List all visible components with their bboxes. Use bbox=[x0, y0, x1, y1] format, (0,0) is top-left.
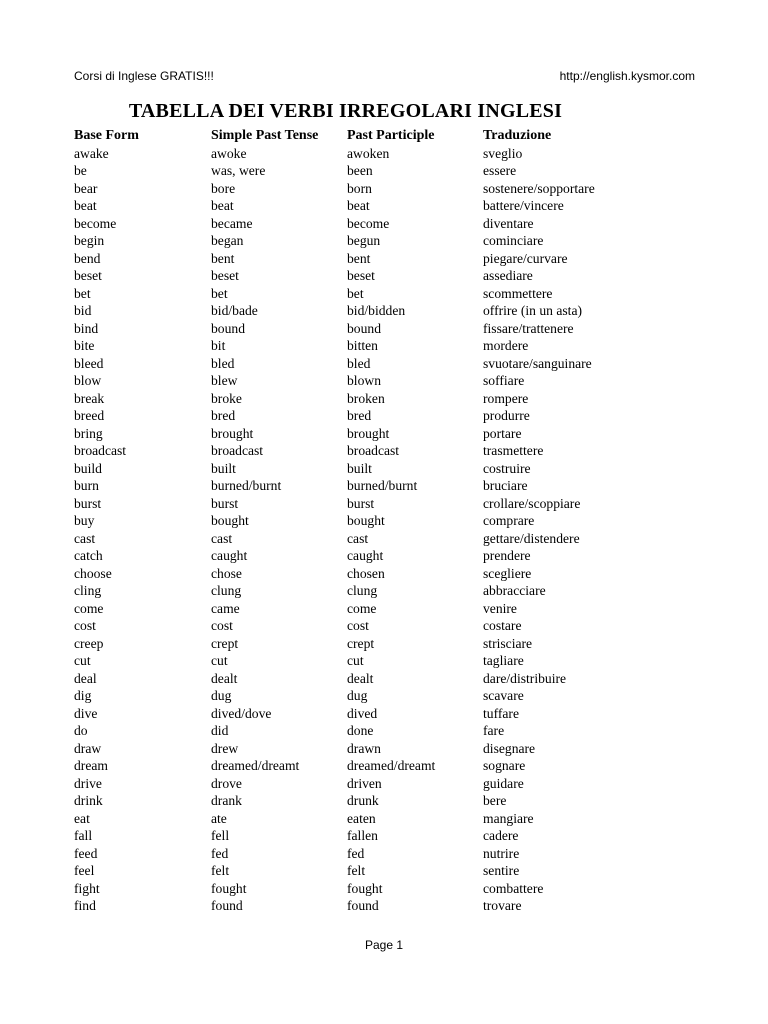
past-participle-cell: born bbox=[347, 180, 372, 196]
base-form-cell: burn bbox=[74, 478, 99, 493]
traduzione-cell: sveglio bbox=[483, 145, 523, 161]
past-participle-cell: bred bbox=[347, 408, 372, 423]
traduzione-cell: scegliere bbox=[483, 565, 532, 581]
simple-past-cell: broadcast bbox=[211, 443, 264, 458]
table-row bbox=[74, 460, 643, 478]
traduzione-cell: combattere bbox=[483, 880, 544, 896]
base-form-cell: dig bbox=[74, 688, 92, 703]
column-header-traduzione: Traduzione bbox=[483, 128, 552, 143]
past-participle-cell: fallen bbox=[347, 828, 378, 843]
column-header-simple-past: Simple Past Tense bbox=[211, 128, 319, 143]
base-form-cell: come bbox=[74, 600, 104, 616]
table-row bbox=[74, 670, 643, 688]
past-participle-cell: bought bbox=[347, 513, 385, 528]
traduzione-cell: cadere bbox=[483, 828, 519, 843]
past-participle-cell: cast bbox=[347, 530, 369, 546]
base-form-cell: bite bbox=[74, 338, 95, 353]
base-form-cell: catch bbox=[74, 548, 103, 563]
table-row bbox=[74, 337, 643, 355]
simple-past-cell: came bbox=[211, 600, 240, 616]
table-row bbox=[74, 372, 643, 390]
base-form-cell: bring bbox=[74, 425, 103, 441]
traduzione-cell: offrire (in un asta) bbox=[483, 303, 583, 318]
simple-past-cell: bet bbox=[211, 285, 228, 301]
base-form-cell: cost bbox=[74, 618, 96, 633]
past-participle-cell: crept bbox=[347, 635, 375, 651]
simple-past-cell: cast bbox=[211, 530, 233, 546]
base-form-cell: fall bbox=[74, 828, 93, 843]
verb-table bbox=[74, 127, 643, 915]
base-form-cell: build bbox=[74, 460, 102, 476]
past-participle-cell: clung bbox=[347, 583, 378, 598]
table-row bbox=[74, 880, 643, 898]
base-form-cell: blow bbox=[74, 373, 102, 388]
table-row bbox=[74, 180, 643, 198]
traduzione-cell: trovare bbox=[483, 898, 522, 913]
past-participle-cell: broken bbox=[347, 390, 385, 406]
past-participle-cell: beset bbox=[347, 268, 375, 283]
simple-past-cell: built bbox=[211, 460, 236, 476]
simple-past-cell: dug bbox=[211, 688, 232, 703]
traduzione-cell: bruciare bbox=[483, 478, 528, 493]
base-form-cell: fight bbox=[74, 880, 100, 896]
past-participle-cell: brought bbox=[347, 425, 390, 441]
traduzione-cell: scommettere bbox=[483, 285, 553, 301]
table-row bbox=[74, 477, 643, 495]
traduzione-cell: prendere bbox=[483, 548, 531, 563]
table-row bbox=[74, 530, 643, 548]
header-left-text: Corsi di Inglese GRATIS!!! bbox=[74, 69, 214, 83]
traduzione-cell: bere bbox=[483, 793, 507, 808]
simple-past-cell: fed bbox=[211, 845, 229, 861]
base-form-cell: bleed bbox=[74, 355, 104, 371]
past-participle-cell: built bbox=[347, 460, 372, 476]
base-form-cell: breed bbox=[74, 408, 105, 423]
past-participle-cell: cost bbox=[347, 618, 369, 633]
past-participle-cell: burned/burnt bbox=[347, 478, 418, 493]
base-form-cell: bind bbox=[74, 320, 99, 336]
past-participle-cell: come bbox=[347, 600, 377, 616]
table-row bbox=[74, 215, 643, 233]
traduzione-cell: assediare bbox=[483, 268, 533, 283]
simple-past-cell: felt bbox=[211, 863, 230, 878]
table-row bbox=[74, 810, 643, 828]
traduzione-cell: tagliare bbox=[483, 653, 524, 668]
past-participle-cell: bid/bidden bbox=[347, 303, 406, 318]
verb-table-body bbox=[74, 145, 643, 915]
past-participle-cell: bitten bbox=[347, 338, 378, 353]
base-form-cell: be bbox=[74, 163, 87, 178]
table-row bbox=[74, 145, 643, 163]
simple-past-cell: bent bbox=[211, 250, 235, 266]
base-form-cell: bid bbox=[74, 303, 92, 318]
simple-past-cell: drank bbox=[211, 793, 242, 808]
table-row bbox=[74, 512, 643, 530]
simple-past-cell: clung bbox=[211, 583, 242, 598]
traduzione-cell: costruire bbox=[483, 460, 531, 476]
table-row bbox=[74, 775, 643, 793]
past-participle-cell: drunk bbox=[347, 793, 379, 808]
table-row bbox=[74, 547, 643, 565]
table-row bbox=[74, 197, 643, 215]
table-row bbox=[74, 565, 643, 583]
past-participle-cell: beat bbox=[347, 198, 370, 213]
table-row bbox=[74, 302, 643, 320]
past-participle-cell: blown bbox=[347, 373, 381, 388]
simple-past-cell: bit bbox=[211, 338, 226, 353]
simple-past-cell: found bbox=[211, 898, 243, 913]
table-row bbox=[74, 635, 643, 653]
base-form-cell: bend bbox=[74, 250, 101, 266]
traduzione-cell: costare bbox=[483, 618, 522, 633]
base-form-cell: cut bbox=[74, 653, 91, 668]
table-row bbox=[74, 845, 643, 863]
table-row bbox=[74, 407, 643, 425]
traduzione-cell: nutrire bbox=[483, 845, 520, 861]
table-row bbox=[74, 582, 643, 600]
base-form-cell: buy bbox=[74, 513, 95, 528]
simple-past-cell: crept bbox=[211, 635, 239, 651]
simple-past-cell: beat bbox=[211, 198, 234, 213]
simple-past-cell: began bbox=[211, 233, 244, 248]
past-participle-cell: dealt bbox=[347, 670, 374, 686]
base-form-cell: cast bbox=[74, 530, 96, 546]
simple-past-cell: burned/burnt bbox=[211, 478, 282, 493]
simple-past-cell: beset bbox=[211, 268, 239, 283]
base-form-cell: deal bbox=[74, 670, 97, 686]
column-header-past-participle: Past Participle bbox=[347, 128, 435, 143]
table-row bbox=[74, 162, 643, 180]
past-participle-cell: dreamed/dreamt bbox=[347, 758, 436, 773]
past-participle-cell: eaten bbox=[347, 810, 376, 826]
simple-past-cell: brought bbox=[211, 425, 254, 441]
page-title: TABELLA DEI VERBI IRREGOLARI INGLESI bbox=[128, 100, 563, 122]
table-row bbox=[74, 442, 643, 460]
table-row bbox=[74, 320, 643, 338]
simple-past-cell: broke bbox=[211, 390, 242, 406]
past-participle-cell: found bbox=[347, 898, 379, 913]
simple-past-cell: fell bbox=[211, 828, 230, 843]
table-row bbox=[74, 652, 643, 670]
traduzione-cell: dare/distribuire bbox=[483, 670, 567, 686]
traduzione-cell: trasmettere bbox=[483, 443, 544, 458]
traduzione-cell: sognare bbox=[483, 758, 526, 773]
traduzione-cell: strisciare bbox=[483, 635, 533, 651]
past-participle-cell: dived bbox=[347, 705, 378, 721]
simple-past-cell: bid/bade bbox=[211, 303, 258, 318]
simple-past-cell: chose bbox=[211, 565, 242, 581]
traduzione-cell: scavare bbox=[483, 688, 524, 703]
traduzione-cell: fare bbox=[483, 723, 505, 738]
traduzione-cell: battere/vincere bbox=[483, 198, 564, 213]
past-participle-cell: chosen bbox=[347, 565, 385, 581]
past-participle-cell: bound bbox=[347, 320, 381, 336]
base-form-cell: find bbox=[74, 898, 96, 913]
base-form-cell: draw bbox=[74, 740, 102, 756]
simple-past-cell: dreamed/dreamt bbox=[211, 758, 300, 773]
base-form-cell: bet bbox=[74, 285, 91, 301]
traduzione-cell: cominciare bbox=[483, 233, 544, 248]
table-row bbox=[74, 862, 643, 880]
simple-past-cell: caught bbox=[211, 548, 248, 563]
base-form-cell: feel bbox=[74, 863, 95, 878]
table-row bbox=[74, 617, 643, 635]
past-participle-cell: awoken bbox=[347, 145, 390, 161]
past-participle-cell: drawn bbox=[347, 740, 381, 756]
past-participle-cell: driven bbox=[347, 775, 382, 791]
simple-past-cell: cut bbox=[211, 653, 228, 668]
simple-past-cell: drove bbox=[211, 775, 242, 791]
past-participle-cell: broadcast bbox=[347, 443, 400, 458]
traduzione-cell: fissare/trattenere bbox=[483, 320, 574, 336]
traduzione-cell: gettare/distendere bbox=[483, 530, 580, 546]
past-participle-cell: been bbox=[347, 163, 373, 178]
traduzione-cell: diventare bbox=[483, 215, 534, 231]
base-form-cell: become bbox=[74, 215, 117, 231]
simple-past-cell: bought bbox=[211, 513, 249, 528]
simple-past-cell: dealt bbox=[211, 670, 238, 686]
traduzione-cell: essere bbox=[483, 163, 517, 178]
past-participle-cell: fed bbox=[347, 845, 365, 861]
past-participle-cell: caught bbox=[347, 548, 384, 563]
past-participle-cell: dug bbox=[347, 688, 368, 703]
simple-past-cell: became bbox=[211, 215, 253, 231]
base-form-cell: break bbox=[74, 390, 105, 406]
page-header bbox=[74, 69, 695, 87]
past-participle-cell: become bbox=[347, 215, 390, 231]
traduzione-cell: soffiare bbox=[483, 373, 525, 388]
base-form-cell: feed bbox=[74, 845, 98, 861]
table-row bbox=[74, 600, 643, 618]
past-participle-cell: bent bbox=[347, 250, 371, 266]
table-row bbox=[74, 390, 643, 408]
simple-past-cell: burst bbox=[211, 495, 239, 511]
simple-past-cell: bred bbox=[211, 408, 236, 423]
traduzione-cell: tuffare bbox=[483, 705, 519, 721]
base-form-cell: beset bbox=[74, 268, 102, 283]
table-row bbox=[74, 425, 643, 443]
traduzione-cell: piegare/curvare bbox=[483, 250, 568, 266]
base-form-cell: choose bbox=[74, 565, 112, 581]
base-form-cell: creep bbox=[74, 635, 104, 651]
simple-past-cell: did bbox=[211, 723, 229, 738]
table-row bbox=[74, 495, 643, 513]
header-url-text: http://english.kysmor.com bbox=[559, 69, 695, 83]
base-form-cell: beat bbox=[74, 198, 97, 213]
traduzione-cell: abbracciare bbox=[483, 583, 546, 598]
simple-past-cell: bound bbox=[211, 320, 245, 336]
simple-past-cell: ate bbox=[211, 810, 227, 826]
table-row bbox=[74, 285, 643, 303]
table-row bbox=[74, 267, 643, 285]
table-row bbox=[74, 792, 643, 810]
table-row bbox=[74, 705, 643, 723]
table-row bbox=[74, 355, 643, 373]
simple-past-cell: drew bbox=[211, 740, 239, 756]
traduzione-cell: sentire bbox=[483, 863, 520, 878]
traduzione-cell: comprare bbox=[483, 513, 535, 528]
base-form-cell: dream bbox=[74, 758, 108, 773]
traduzione-cell: guidare bbox=[483, 775, 524, 791]
base-form-cell: begin bbox=[74, 233, 105, 248]
base-form-cell: cling bbox=[74, 583, 102, 598]
base-form-cell: dive bbox=[74, 705, 98, 721]
base-form-cell: broadcast bbox=[74, 443, 127, 458]
past-participle-cell: cut bbox=[347, 653, 364, 668]
table-row bbox=[74, 827, 643, 845]
past-participle-cell: done bbox=[347, 723, 374, 738]
traduzione-cell: disegnare bbox=[483, 740, 536, 756]
past-participle-cell: bled bbox=[347, 355, 371, 371]
table-row bbox=[74, 687, 643, 705]
page-number: Page 1 bbox=[364, 938, 404, 952]
traduzione-cell: mangiare bbox=[483, 810, 534, 826]
column-header-base-form: Base Form bbox=[74, 128, 139, 143]
table-row bbox=[74, 232, 643, 250]
table-row bbox=[74, 722, 643, 740]
traduzione-cell: sostenere/sopportare bbox=[483, 180, 595, 196]
base-form-cell: drive bbox=[74, 775, 102, 791]
past-participle-cell: begun bbox=[347, 233, 381, 248]
base-form-cell: awake bbox=[74, 145, 109, 161]
simple-past-cell: was, were bbox=[211, 163, 266, 178]
traduzione-cell: rompere bbox=[483, 390, 529, 406]
traduzione-cell: mordere bbox=[483, 338, 529, 353]
base-form-cell: eat bbox=[74, 810, 90, 826]
simple-past-cell: cost bbox=[211, 618, 233, 633]
table-row bbox=[74, 897, 643, 915]
traduzione-cell: portare bbox=[483, 425, 522, 441]
simple-past-cell: fought bbox=[211, 880, 247, 896]
traduzione-cell: produrre bbox=[483, 408, 530, 423]
table-header-row bbox=[74, 127, 643, 145]
simple-past-cell: bore bbox=[211, 180, 236, 196]
table-row bbox=[74, 757, 643, 775]
traduzione-cell: venire bbox=[483, 600, 517, 616]
traduzione-cell: svuotare/sanguinare bbox=[483, 355, 592, 371]
simple-past-cell: bled bbox=[211, 355, 235, 371]
base-form-cell: bear bbox=[74, 180, 98, 196]
simple-past-cell: blew bbox=[211, 373, 238, 388]
simple-past-cell: awoke bbox=[211, 145, 247, 161]
base-form-cell: drink bbox=[74, 793, 103, 808]
table-row bbox=[74, 740, 643, 758]
past-participle-cell: bet bbox=[347, 285, 364, 301]
past-participle-cell: fought bbox=[347, 880, 383, 896]
table-row bbox=[74, 250, 643, 268]
past-participle-cell: felt bbox=[347, 863, 366, 878]
base-form-cell: burst bbox=[74, 495, 102, 511]
base-form-cell: do bbox=[74, 723, 88, 738]
simple-past-cell: dived/dove bbox=[211, 705, 272, 721]
past-participle-cell: burst bbox=[347, 495, 375, 511]
traduzione-cell: crollare/scoppiare bbox=[483, 495, 581, 511]
